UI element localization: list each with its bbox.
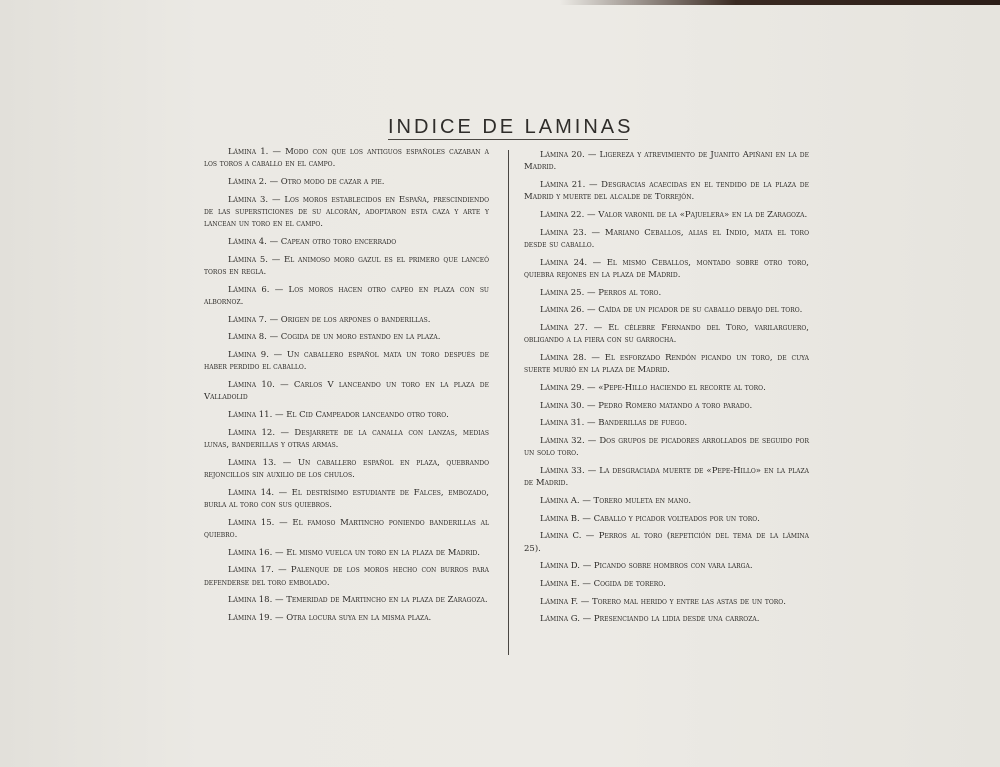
index-entry: Lámina 27. — El célebre Fernando del Toro, varilarguero, obligando a la fiera con su garrocha. [524,323,809,346]
index-entry: Lámina 24. — El mismo Ceballos, montado sobre otro toro, quiebra rejones en la plaza de Madrid. [524,257,809,280]
index-entry: Lámina 6. — Los moros hacen otro capeo en plaza con su albornoz. [204,284,489,307]
index-entry: Lámina B. — Caballo y picador volteados por un toro. [540,513,760,524]
left-column [204,146,489,630]
index-entry: Lámina 22. — Valor varonil de la «Pajuelera» en la de Zaragoza. [540,209,808,220]
index-entry: Lámina 32. — Dos grupos de picadores arrollados de seguido por un solo toro. [524,436,809,459]
index-entry: Lámina 18. — Temeridad de Martincho en la plaza de Zaragoza. [228,595,488,606]
index-entry: Lámina 20. — Ligereza y atrevimiento de Juanito Apiñani en la de Madrid. [524,150,809,173]
index-entry: Lámina 2. — Otro modo de cazar a pie. [228,176,385,187]
index-entry: Lámina 11. — El Cid Campeador lanceando otro toro. [228,409,449,420]
index-entry: Lámina E. — Cogida de torero. [540,579,666,590]
index-entry: Lámina 10. — Carlos V lanceando un toro en la plaza de Valladolid [204,379,489,403]
index-entry: Lámina 21. — Desgracias acaecidas en el tendido de la plaza de Madrid y muerte del alcalde de Torrejón. [524,179,809,203]
column-divider [508,150,509,655]
index-entry: Lámina G. — Presenciando la lidia desde una carroza. [540,614,760,625]
index-entry: Lámina C. — Perros al toro (repetición del tema de la lámina 25). [524,531,809,554]
index-entry: Lámina 25. — Perros al toro. [540,287,662,298]
page-top-edge-shadow [560,0,1000,5]
index-entry: Lámina 7. — Origen de los arpones o banderillas. [228,314,431,325]
index-entry: Lámina 12. — Desjarrete de la canalla con lanzas, medias lunas, banderillas y otras armas. [204,427,489,450]
index-entry: Lámina 4. — Capean otro toro encerrado [228,236,397,247]
index-entry: Lámina F. — Torero mal herido y entre las astas de un toro. [540,596,786,607]
index-entry: Lámina 26. — Caída de un picador de su caballo debajo del toro. [540,305,803,316]
index-entry: Lámina 5. — El animoso moro gazul es el primero que lanceó toros en regla. [204,254,489,277]
index-entry: Lámina 16. — El mismo vuelca un toro en la plaza de Madrid. [228,547,480,558]
right-column [524,149,809,631]
title-underline [388,139,628,140]
index-entry: Lámina A. — Torero muleta en mano. [540,496,692,506]
index-entry: Lámina 31. — Banderillas de fuego. [540,418,688,429]
index-entry: Lámina 13. — Un caballero español en plaza, quebrando rejoncillos sin auxilio de los chulos. [204,457,489,480]
index-entry: Lámina 30. — Pedro Romero matando a toro parado. [540,400,753,411]
index-entry: Lámina 17. — Palenque de los moros hecho con burros para defenderse del toro embolado. [204,565,489,588]
index-entry: Lámina 23. — Mariano Ceballos, alias el Indio, mata el toro desde su caballo. [524,227,809,250]
index-entry: Lámina 15. — El famoso Martincho poniendo banderillas al quiebro. [204,517,489,540]
index-entry: Lámina 14. — El destrísimo estudiante de Falces, embozado, burla al toro con sus quiebros. [204,487,489,510]
index-entry: Lámina 19. — Otra locura suya en la misma plaza. [228,612,432,623]
index-entry: Lámina 28. — El esforzado Rendón picando un toro, de cuya suerte murió en la plaza de Madrid. [524,352,809,376]
index-entry: Lámina D. — Picando sobre hombros con vara larga. [540,561,753,572]
index-entry: Lámina 9. — Un caballero español mata un toro después de haber perdido el caballo. [204,349,489,373]
index-entry: Lámina 3. — Los moros establecidos en España, prescindiendo de las supersticiones de su alcorán, adoptaron esta caza y arte y lancean un toro en el campo. [204,194,489,230]
index-entry: Lámina 29. — «Pepe-Hillo haciendo el recorte al toro. [540,382,766,393]
page-title: INDICE DE LAMINAS [388,116,634,138]
index-entry: Lámina 1. — Modo con que los antiguos españoles cazaban a los toros a caballo en el campo. [204,147,489,170]
index-entry: Lámina 33. — La desgraciada muerte de «Pepe-Hillo» en la plaza de Madrid. [524,466,809,489]
index-entry: Lámina 8. — Cogida de un moro estando en la plaza. [228,332,441,343]
